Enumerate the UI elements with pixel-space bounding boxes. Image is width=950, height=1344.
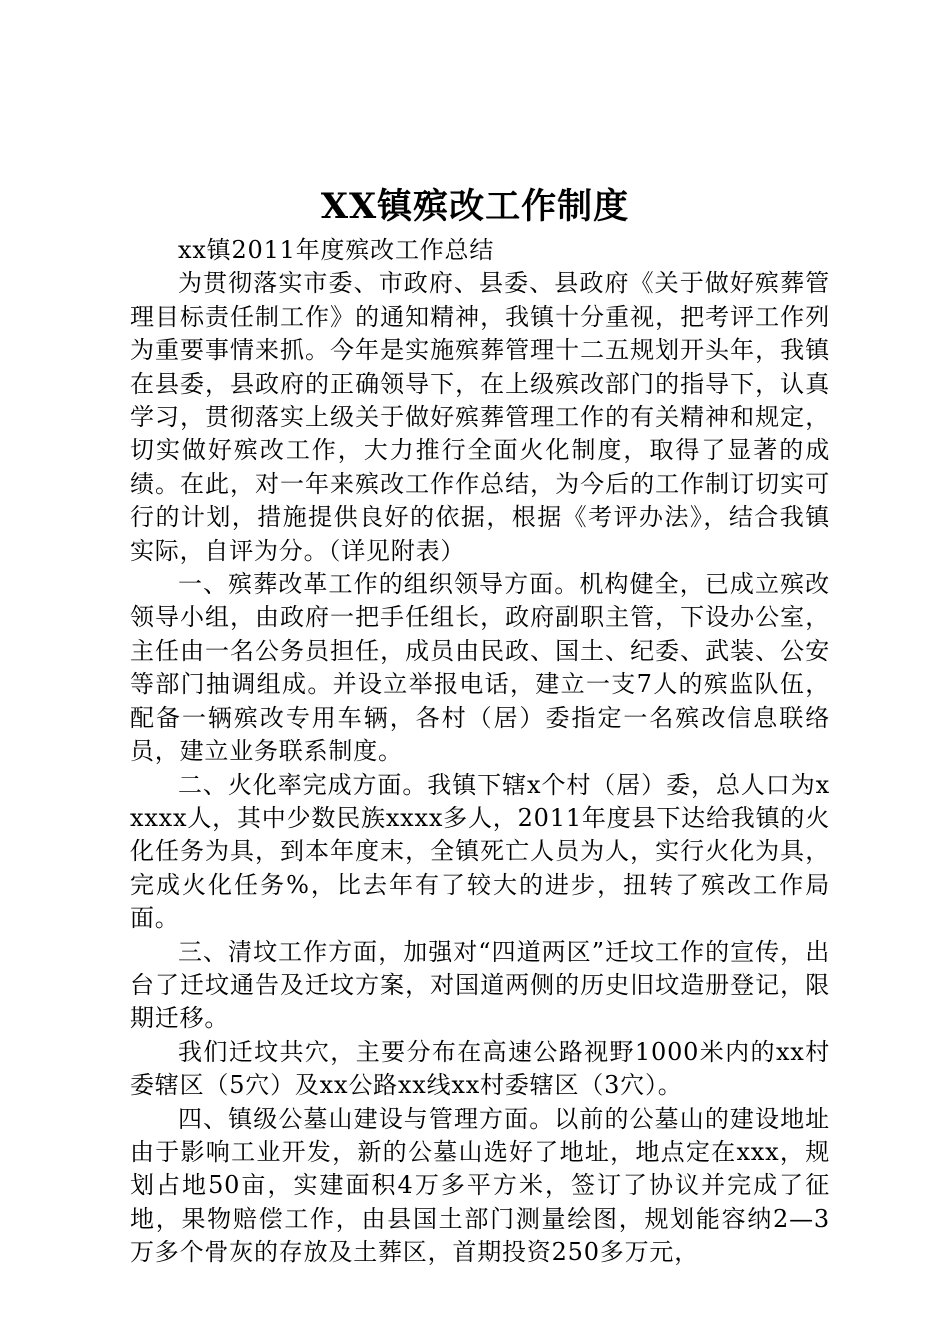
intro-paragraph: 为贯彻落实市委、市政府、县委、县政府《关于做好殡葬管理目标责任制工作》的通知精神，我镇十分重视，把考评工作列为重要事情来抓。今年是实施殡葬管理十二五规划开头年，我镇在县委，县政府的正确领导下，在上级殡改部门的指导下，认真学习，贯彻落实上级关于做好殡葬管理工作的有关精神和规定，切实做好殡改工作，大力推行全面火化制度，取得了显著的成绩。在此，对一年来殡改工作作总结，为今后的工作制订切实可行的计划，措施提供良好的依据，根据《考评办法》，结合我镇实际，自评为分。（详见附表）: [130, 269, 830, 565]
section-3-paragraph: 三、清坟工作方面，加强对“四道两区”迁坟工作的宣传，出台了迁坟通告及迁坟方案，对国道两侧的历史旧坟造册登记，限期迁移。: [130, 937, 830, 1033]
summary-heading: xx镇2011年度殡改工作总结: [178, 236, 495, 264]
section-1-paragraph: 一、殡葬改革工作的组织领导方面。机构健全，已成立殡改领导小组，由政府一把手任组长，政府副职主管，下设办公室，主任由一名公务员担任，成员由民政、国土、纪委、武装、公安等部门抽调组成。并设立举报电话，建立一支7人的殡监队伍，配备一辆殡改专用车辆，各村（居）委指定一名殡改信息联络员，建立业务联系制度。: [130, 570, 830, 766]
document-title: XX镇殡改工作制度: [320, 186, 630, 227]
grave-relocation-paragraph: 我们迁坟共穴，主要分布在高速公路视野1000米内的xx村委辖区（5穴）及xx公路xx线xx村委辖区（3穴）。: [130, 1037, 830, 1100]
section-2-paragraph: 二、火化率完成方面。我镇下辖x个村（居）委，总人口为xxxxx人，其中少数民族xxxx多人，2011年度县下达给我镇的火化任务为具，到本年度末，全镇死亡人员为人，实行火化为具，完成火化任务%，比去年有了较大的进步，扭转了殡改工作局面。: [130, 770, 830, 933]
document-body: [130, 234, 830, 1270]
section-4-paragraph: 四、镇级公墓山建设与管理方面。以前的公墓山的建设地址由于影响工业开发，新的公墓山选好了地址，地点定在xxx，规划占地50亩，实建面积4万多平方米，签订了协议并完成了征地，果物赔偿工作，由县国土部门测量绘图，规划能容纳2—3万多个骨灰的存放及土葬区，首期投资250多万元，: [130, 1104, 830, 1267]
